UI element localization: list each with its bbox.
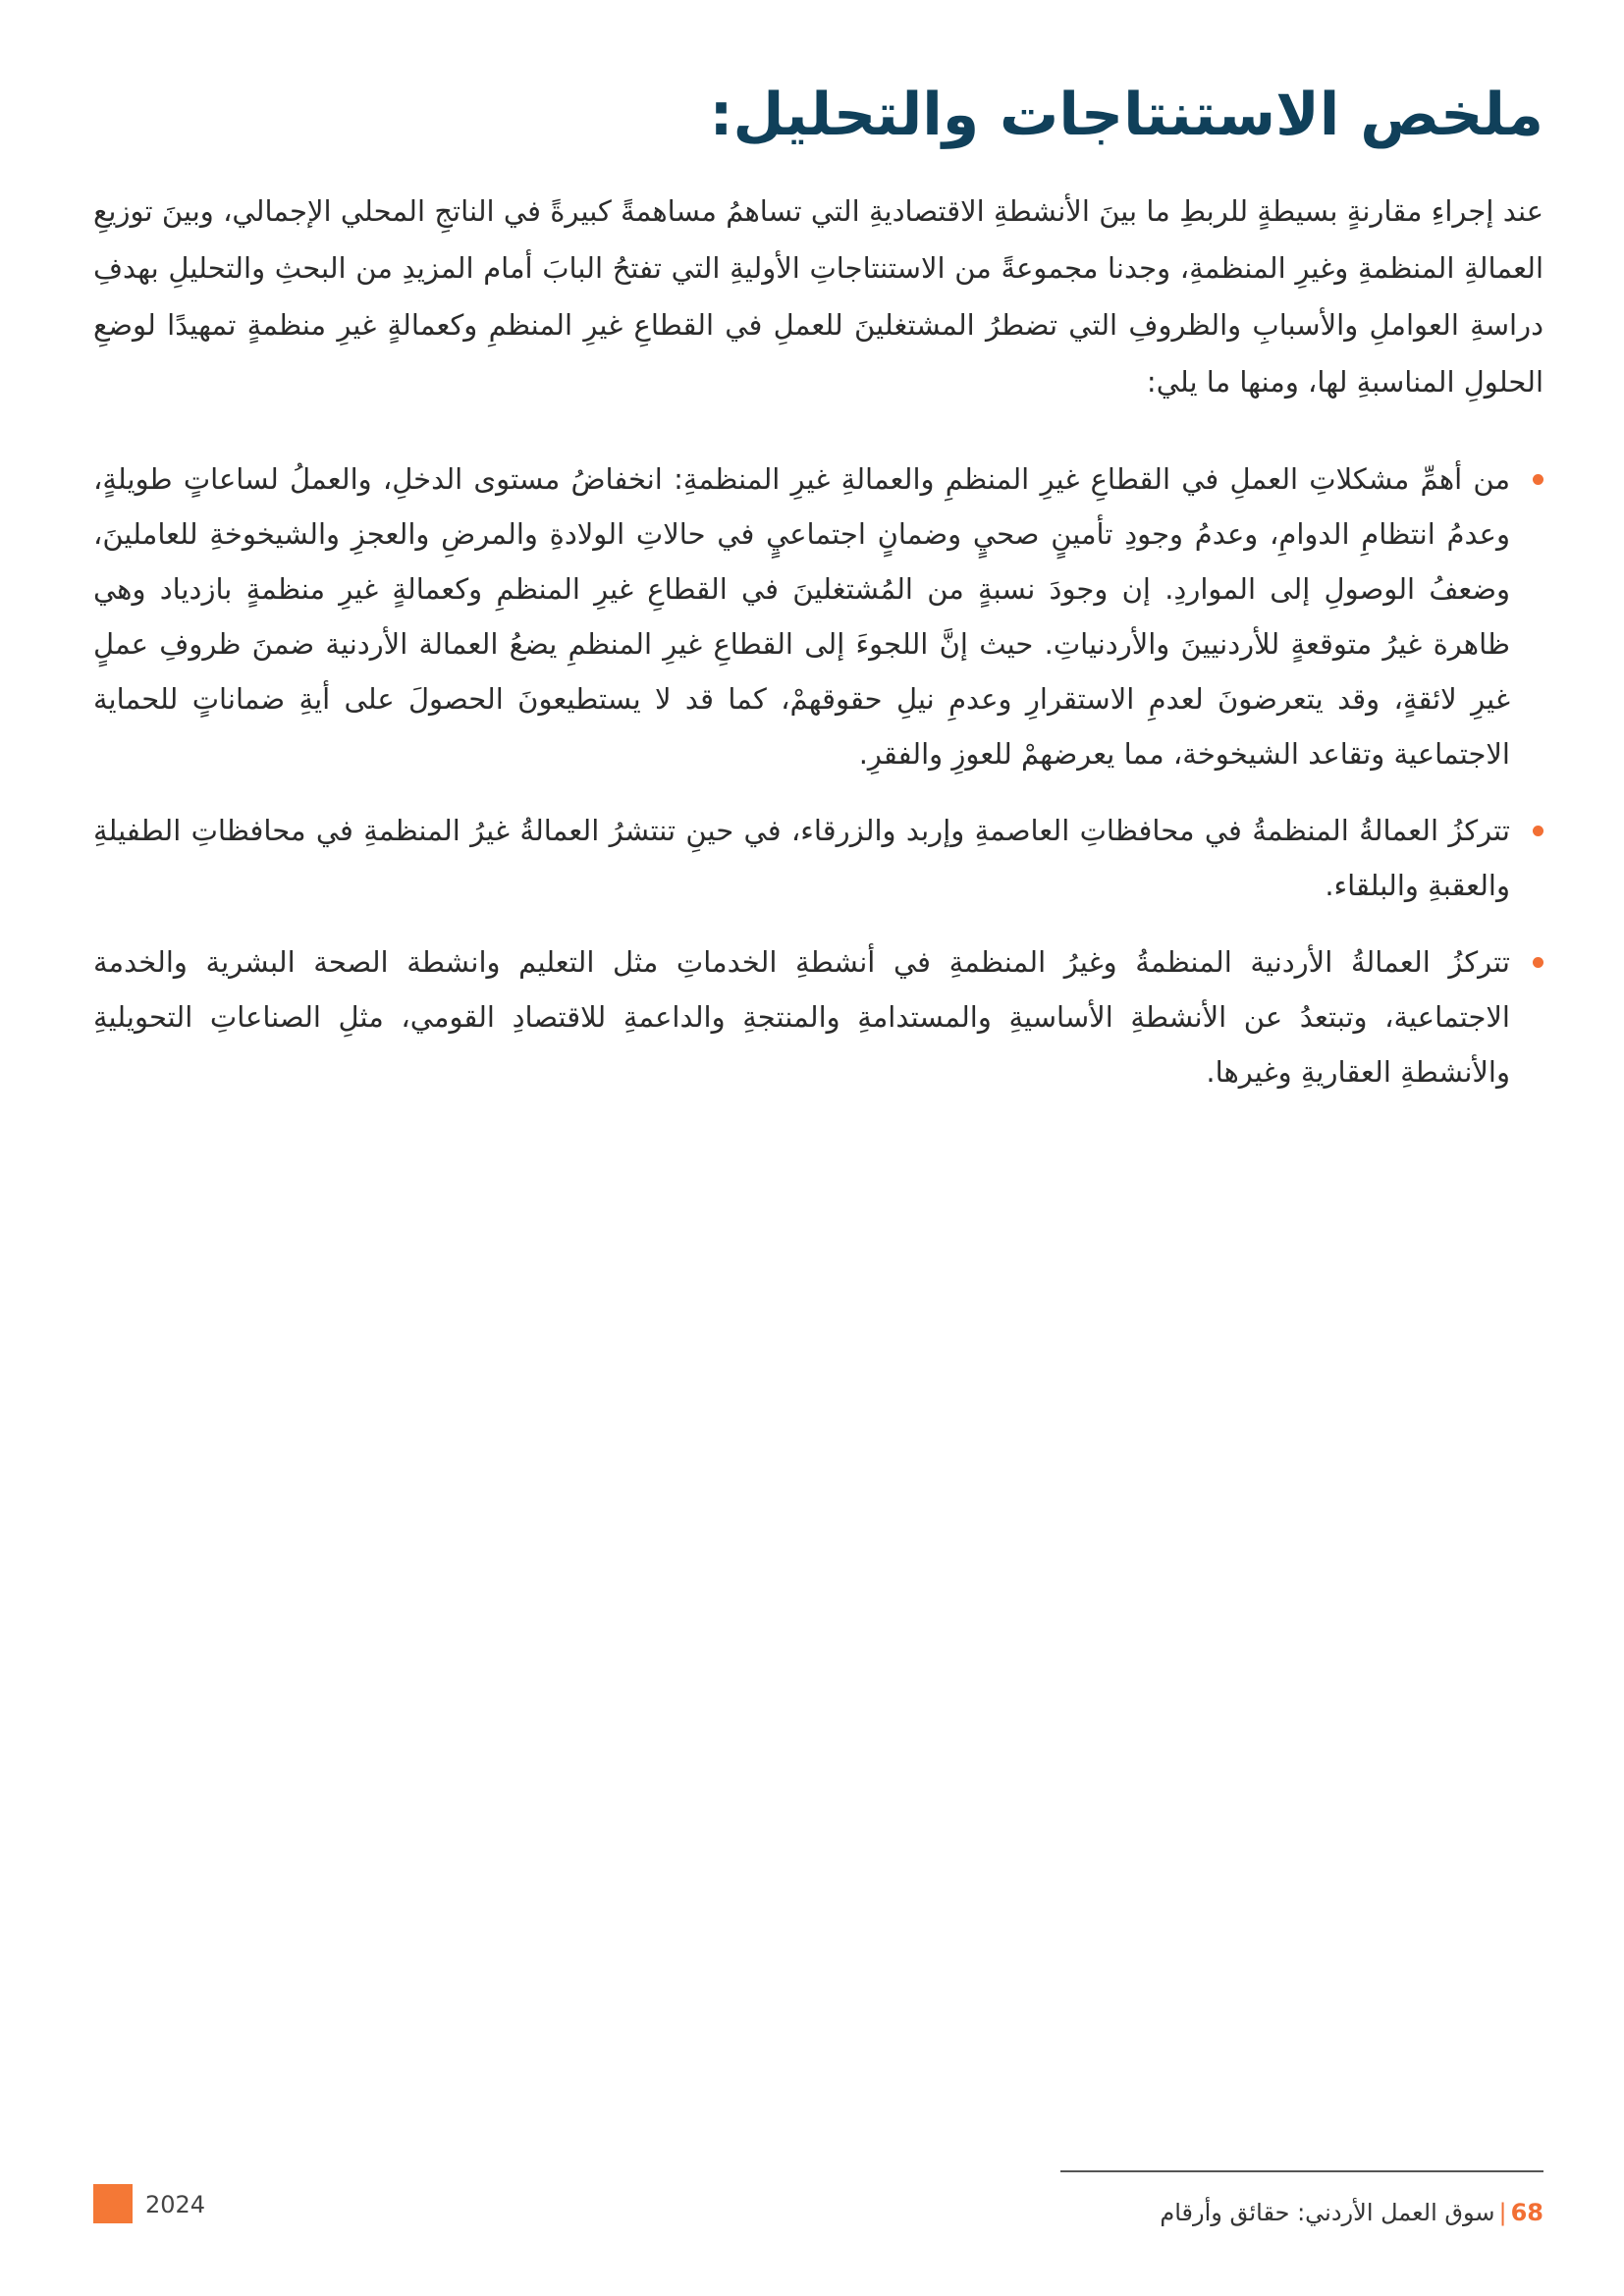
list-item: [93, 452, 1543, 781]
publication-title: سوق العمل الأردني: حقائق وأرقام: [1160, 2199, 1495, 2226]
list-item-text: من أهمِّ مشكلاتِ العملِ في القطاعِ غيرِ المنظمِ والعمالةِ غيرِ المنظمةِ: انخفاضُ مستوى الدخلِ، والعملُ لساعاتٍ طويلةٍ، وعدمُ انتظامِ الدوامِ، وعدمُ وجودِ تأمينٍ صحيٍ وضمانٍ اجتماعيٍ في حالاتِ الولادةِ والمرضِ والعجزِ والشيخوخةِ للعاملينَ، وضعفُ الوصولِ إلى المواردِ. إن وجودَ نسبةٍ من المُشتغلينَ في القطاعِ غيرِ المنظمِ وكعمالةٍ غيرِ منظمةٍ بازدياد وهي ظاهرة غيرُ متوقعةٍ للأردنيينَ والأردنياتِ. حيث إنَّ اللجوءَ إلى القطاعِ غيرِ المنظمِ يضعُ العمالة الأردنية ضمنَ ظروفِ عملٍ غيرِ لائقةٍ، وقد يتعرضونَ لعدمِ الاستقرارِ وعدمِ نيلِ حقوقهمْ، كما قد لا يستطيعونَ الحصولَ على أيةِ ضماناتٍ للحماية الاجتماعية وتقاعد الشيخوخة، مما يعرضهمْ للعوزِ والفقرِ.: [93, 462, 1510, 771]
bullet-icon: [1533, 474, 1543, 485]
footer-running-title: [1160, 2199, 1543, 2226]
list-item-text: تتركزُ العمالةُ المنظمةُ في محافظاتِ العاصمةِ وإربد والزرقاء، في حينِ تنتشرُ العمالةُ غيرُ المنظمةِ في محافظاتِ الطفيلةِ والعقبةِ والبلقاء.: [93, 814, 1510, 902]
page-number: 68: [1510, 2199, 1543, 2226]
footer-separator: |: [1498, 2199, 1507, 2226]
page-title: ملخص الاستنتاجات والتحليل:: [709, 80, 1543, 149]
bullet-icon: [1533, 957, 1543, 968]
list-item: [93, 803, 1543, 913]
findings-list: [93, 452, 1543, 1121]
list-item-text: تتركزُ العمالةُ الأردنية المنظمةُ وغيرُ المنظمةِ في أنشطةِ الخدماتِ مثل التعليم وانشطة الصحة البشرية والخدمة الاجتماعية، وتبتعدُ عن الأنشطةِ الأساسيةِ والمستدامةِ والمنتجةِ والداعمةِ للاقتصادِ القومي، مثلِ الصناعاتِ التحويليةِ والأنشطةِ العقاريةِ وغيرها.: [93, 945, 1510, 1089]
intro-paragraph: عند إجراءِ مقارنةٍ بسيطةٍ للربطِ ما بينَ الأنشطةِ الاقتصاديةِ التي تساهمُ مساهمةً كبيرةً في الناتجِ المحلي الإجمالي، وبينَ توزيعِ العمالةِ المنظمةِ وغيرِ المنظمةِ، وجدنا مجموعةً من الاستنتاجاتِ الأوليةِ التي تفتحُ البابَ أمام المزيدِ من البحثِ والتحليلِ بهدفِ دراسةِ العواملِ والأسبابِ والظروفِ التي تضطرُ المشتغلينَ للعملِ في القطاعِ غيرِ المنظمِ وكعمالةٍ غيرِ منظمةٍ تمهيدًا لوضعِ الحلولِ المناسبةِ لها، ومنها ما يلي:: [93, 194, 1543, 399]
footer-divider: [1060, 2170, 1543, 2172]
list-item: [93, 934, 1543, 1099]
bullet-icon: [1533, 826, 1543, 836]
footer-accent-square: [93, 2184, 133, 2223]
footer-year: 2024: [145, 2191, 206, 2218]
